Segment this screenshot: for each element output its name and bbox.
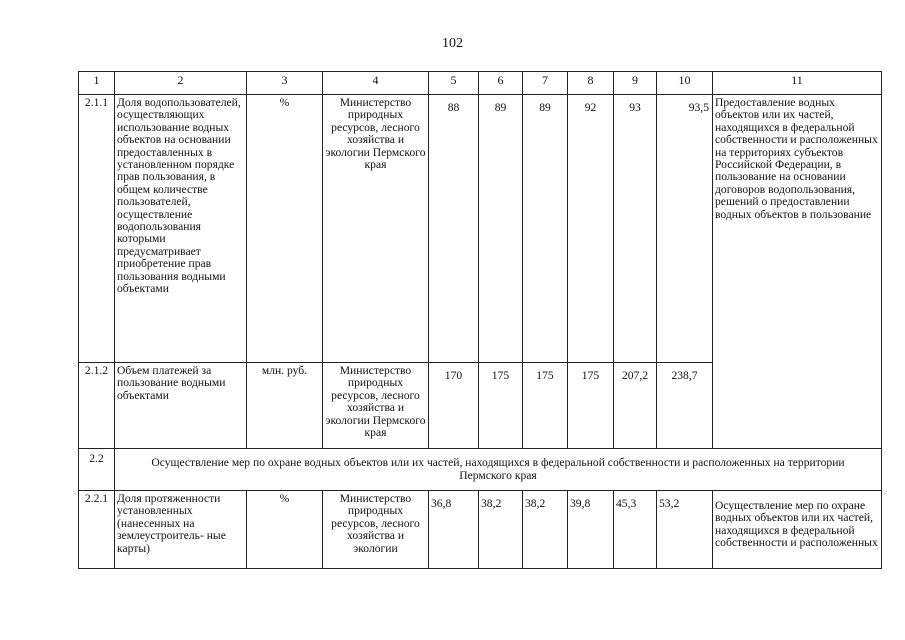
col-header-11: 11 — [713, 72, 882, 95]
indicator-name: Доля водопользователей, осуществляющих использование водных объектов на основании предоставленных в установленном порядке прав пользования, в общем количестве пользователей, осуществление водопользования которыми предусматривает приобретение прав пользования водными объектами — [115, 95, 247, 363]
col-header-8: 8 — [568, 72, 614, 95]
value-7: 175 — [523, 363, 568, 449]
note: Предоставление водных объектов или их частей, находящихся в федеральной собственности и расположенных на территориях субъектов Российской Федерации, в пользование на основании договоров водопользования, решений о предоставлении водных объектов в пользование — [713, 95, 882, 449]
page-number: 102 — [442, 36, 463, 51]
value-5: 170 — [429, 363, 479, 449]
indicator-name: Объем платежей за пользование водными объектами — [115, 363, 247, 449]
executor: Министерство природных ресурсов, лесного хозяйства и экологии Пермского края — [323, 363, 429, 449]
col-header-9: 9 — [614, 72, 657, 95]
executor: Министерство природных ресурсов, лесного хозяйства и экологии — [323, 491, 429, 569]
value-8: 92 — [568, 95, 614, 363]
col-header-6: 6 — [479, 72, 523, 95]
indicators-table — [78, 71, 882, 569]
section-id: 2.2 — [79, 449, 115, 491]
value-8: 39,8 — [568, 491, 614, 569]
value-8: 175 — [568, 363, 614, 449]
value-6: 175 — [479, 363, 523, 449]
unit: % — [247, 95, 323, 363]
value-9: 207,2 — [614, 363, 657, 449]
value-9: 93 — [614, 95, 657, 363]
value-10: 93,5 — [657, 95, 713, 363]
col-header-2: 2 — [115, 72, 247, 95]
header-row — [79, 72, 882, 95]
row-id: 2.1.2 — [79, 363, 115, 449]
note: Осуществление мер по охране водных объектов или их частей, находящихся в федеральной собственности и расположенных — [713, 491, 882, 569]
col-header-5: 5 — [429, 72, 479, 95]
row-id: 2.2.1 — [79, 491, 115, 569]
value-10: 53,2 — [657, 491, 713, 569]
col-header-4: 4 — [323, 72, 429, 95]
col-header-10: 10 — [657, 72, 713, 95]
unit: % — [247, 491, 323, 569]
value-5: 36,8 — [429, 491, 479, 569]
value-6: 89 — [479, 95, 523, 363]
col-header-1: 1 — [79, 72, 115, 95]
row-id: 2.1.1 — [79, 95, 115, 363]
value-9: 45,3 — [614, 491, 657, 569]
value-6: 38,2 — [479, 491, 523, 569]
unit: млн. руб. — [247, 363, 323, 449]
col-header-3: 3 — [247, 72, 323, 95]
value-5: 88 — [429, 95, 479, 363]
value-10: 238,7 — [657, 363, 713, 449]
table-row — [79, 491, 882, 569]
value-7: 89 — [523, 95, 568, 363]
col-header-7: 7 — [523, 72, 568, 95]
table-row — [79, 95, 882, 363]
executor: Министерство природных ресурсов, лесного хозяйства и экологии Пермского края — [323, 95, 429, 363]
indicator-name: Доля протяженности установленных (нанесенных на землеустроитель- ные карты) — [115, 491, 247, 569]
value-7: 38,2 — [523, 491, 568, 569]
section-row — [79, 449, 882, 491]
section-title: Осуществление мер по охране водных объектов или их частей, находящихся в федеральной собственности и расположенных на территории Пермского края — [115, 449, 882, 491]
